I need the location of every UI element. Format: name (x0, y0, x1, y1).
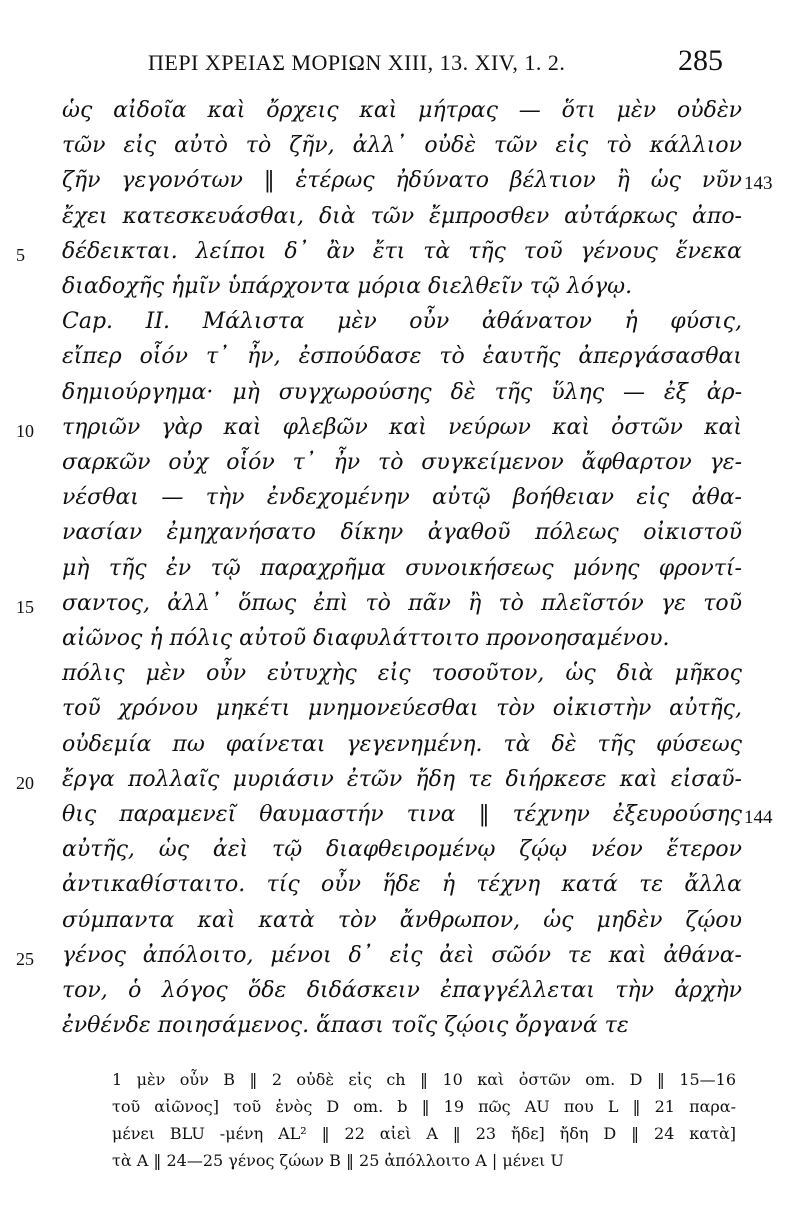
text-line (0, 342, 800, 377)
text-line (0, 518, 800, 553)
text-line (0, 166, 800, 201)
line-text: ἔχει κατεσκευάσθαι, διὰ τῶν ἔμπροσθεν αὐτάρκως ἀπο- (62, 203, 742, 229)
line-text: ὡς αἰδοῖα καὶ ὄρχεις καὶ μήτρας — ὅτι μὲν οὐδὲν (62, 98, 742, 123)
line-text: ἐνθένδε ποιησάμενος. ἅπασι τοῖς ζῴοις ὄργανά τε (62, 1013, 629, 1039)
line-number: 25 (16, 948, 34, 969)
text-line (0, 378, 800, 413)
footnote-line: μένει BLU -μένη AL² ‖ 22 αἰεὶ A ‖ 23 ἤδε] ἤδη D ‖ 24 κατὰ] (112, 1124, 736, 1143)
text-line (0, 870, 800, 905)
text-line (0, 272, 800, 307)
margin-reference: 143 (744, 173, 773, 195)
text-line (0, 694, 800, 729)
line-number: 5 (16, 244, 25, 265)
line-text: θις παραμενεῖ θαυμαστήν τινα ‖ τέχνην ἐξευρούσης (62, 802, 742, 827)
text-line (0, 307, 800, 342)
line-text: σαρκῶν οὐχ οἷόν τ᾽ ἦν τὸ συγκείμενον ἄφθαρτον γε- (62, 450, 742, 475)
line-text: εἴπερ οἷόν τ᾽ ἦν, ἐσπούδασε τὸ ἑαυτῆς ἀπεργάσασθαι (62, 344, 742, 370)
text-line (0, 765, 800, 800)
text-line (0, 906, 800, 941)
running-title: ΠΕΡΙ ΧΡΕΙΑΣ ΜΟΡΙΩΝ XIII, 13. XIV, 1. 2. (148, 50, 566, 75)
line-text: ἔργα πολλαῖς μυριάσιν ἐτῶν ἤδη τε διήρκεσε καὶ εἰσαῦ- (62, 766, 742, 792)
text-line (0, 448, 800, 483)
line-text: οὐδεμία πω φαίνεται γεγενημένη. τὰ δὲ τῆς φύσεως (62, 731, 742, 757)
page-header (148, 44, 723, 84)
line-text: αὐτῆς, ὡς ἀεὶ τῷ διαφθειρομένῳ ζῴῳ νέον ἕτερον (62, 837, 742, 863)
line-text: γένος ἀπόλοιτο, μένοι δ᾽ εἰς ἀεὶ σῶόν τε καὶ ἀθάνα- (62, 942, 742, 968)
line-text: διαδοχῆς ἡμῖν ὑπάρχοντα μόρια διελθεῖν τῷ λόγῳ. (62, 274, 633, 299)
footnote-line: τὰ A ‖ 24—25 γένος ζώων B ‖ 25 ἀπόλλοιτο A | μένει U (112, 1151, 564, 1170)
line-text: τῶν εἰς αὐτὸ τὸ ζῆν, ἀλλ᾽ οὐδὲ τῶν εἰς τὸ κάλλιον (62, 133, 742, 159)
line-number: 15 (16, 596, 34, 617)
text-line (0, 554, 800, 589)
margin-reference: 144 (744, 807, 773, 828)
line-text: ἀντικαθίσταιτο. τίς οὖν ἥδε ἡ τέχνη κατά τε ἄλλα (62, 872, 742, 898)
line-text: νασίαν ἐμηχανήσατο δίκην ἀγαθοῦ πόλεως οἰκιστοῦ (62, 520, 742, 546)
text-line (0, 624, 800, 659)
text-line (0, 659, 800, 694)
line-text: σαντος, ἀλλ᾽ ὅπως ἐπὶ τὸ πᾶν ἢ τὸ πλεῖστόν γε τοῦ (62, 590, 742, 616)
line-number: 10 (16, 420, 34, 441)
text-line (0, 941, 800, 976)
text-line (0, 589, 800, 624)
text-line (0, 202, 800, 237)
line-text: σύμπαντα καὶ κατὰ τὸν ἄνθρωπον, ὡς μηδὲν ζῴου (62, 907, 742, 933)
text-line (0, 835, 800, 870)
line-text: ζῆν γεγονότων ‖ ἑτέρως ἠδύνατο βέλτιον ἢ ὡς νῦν (62, 168, 742, 194)
line-text: δέδεικται. λείποι δ᾽ ἂν ἔτι τὰ τῆς τοῦ γένους ἕνεκα (62, 238, 742, 264)
text-line (0, 131, 800, 166)
text-line (0, 413, 800, 448)
text-line (0, 1011, 800, 1046)
footnote-line: 1 μὲν οὖν B ‖ 2 οὐδὲ εἰς ch ‖ 10 καὶ ὀστῶν om. D ‖ 15—16 (112, 1070, 736, 1089)
line-text: τηριῶν γὰρ καὶ φλεβῶν καὶ νεύρων καὶ ὀστῶν καὶ (62, 414, 742, 440)
line-text: μὴ τῆς ἐν τῷ παραχρῆμα συνοικήσεως μόνης φροντί- (62, 555, 742, 581)
line-text: Cap. II. Μάλιστα μὲν οὖν ἀθάνατον ἡ φύσις, (62, 309, 742, 335)
text-line (0, 976, 800, 1011)
page-number: 285 (678, 44, 723, 77)
line-text: αἰῶνος ἡ πόλις αὐτοῦ διαφυλάττοιτο προνοησαμένου. (62, 626, 670, 651)
text-line (0, 96, 800, 131)
line-text: τον, ὁ λόγος ὅδε διδάσκειν ἐπαγγέλλεται τὴν ἀρχὴν (62, 978, 742, 1003)
text-line (0, 800, 800, 835)
text-line (0, 730, 800, 765)
line-text: δημιούργημα· μὴ συγχωρούσης δὲ τῆς ὕλης — ἐξ ἀρ- (62, 379, 742, 405)
text-line (0, 483, 800, 518)
line-number: 20 (16, 772, 34, 793)
line-text: πόλις μὲν οὖν εὐτυχὴς εἰς τοσοῦτον, ὡς διὰ μῆκος (62, 661, 742, 687)
text-line (0, 237, 800, 272)
line-text: νέσθαι — τὴν ἐνδεχομένην αὐτῷ βοήθειαν εἰς ἀθα- (62, 485, 742, 511)
footnote-line: τοῦ αἰῶνος] τοῦ ἑνὸς D om. b ‖ 19 πῶς AU που L ‖ 21 παρα- (112, 1097, 736, 1116)
line-text: τοῦ χρόνου μηκέτι μνημονεύεσθαι τὸν οἰκιστὴν αὐτῆς, (62, 696, 742, 722)
